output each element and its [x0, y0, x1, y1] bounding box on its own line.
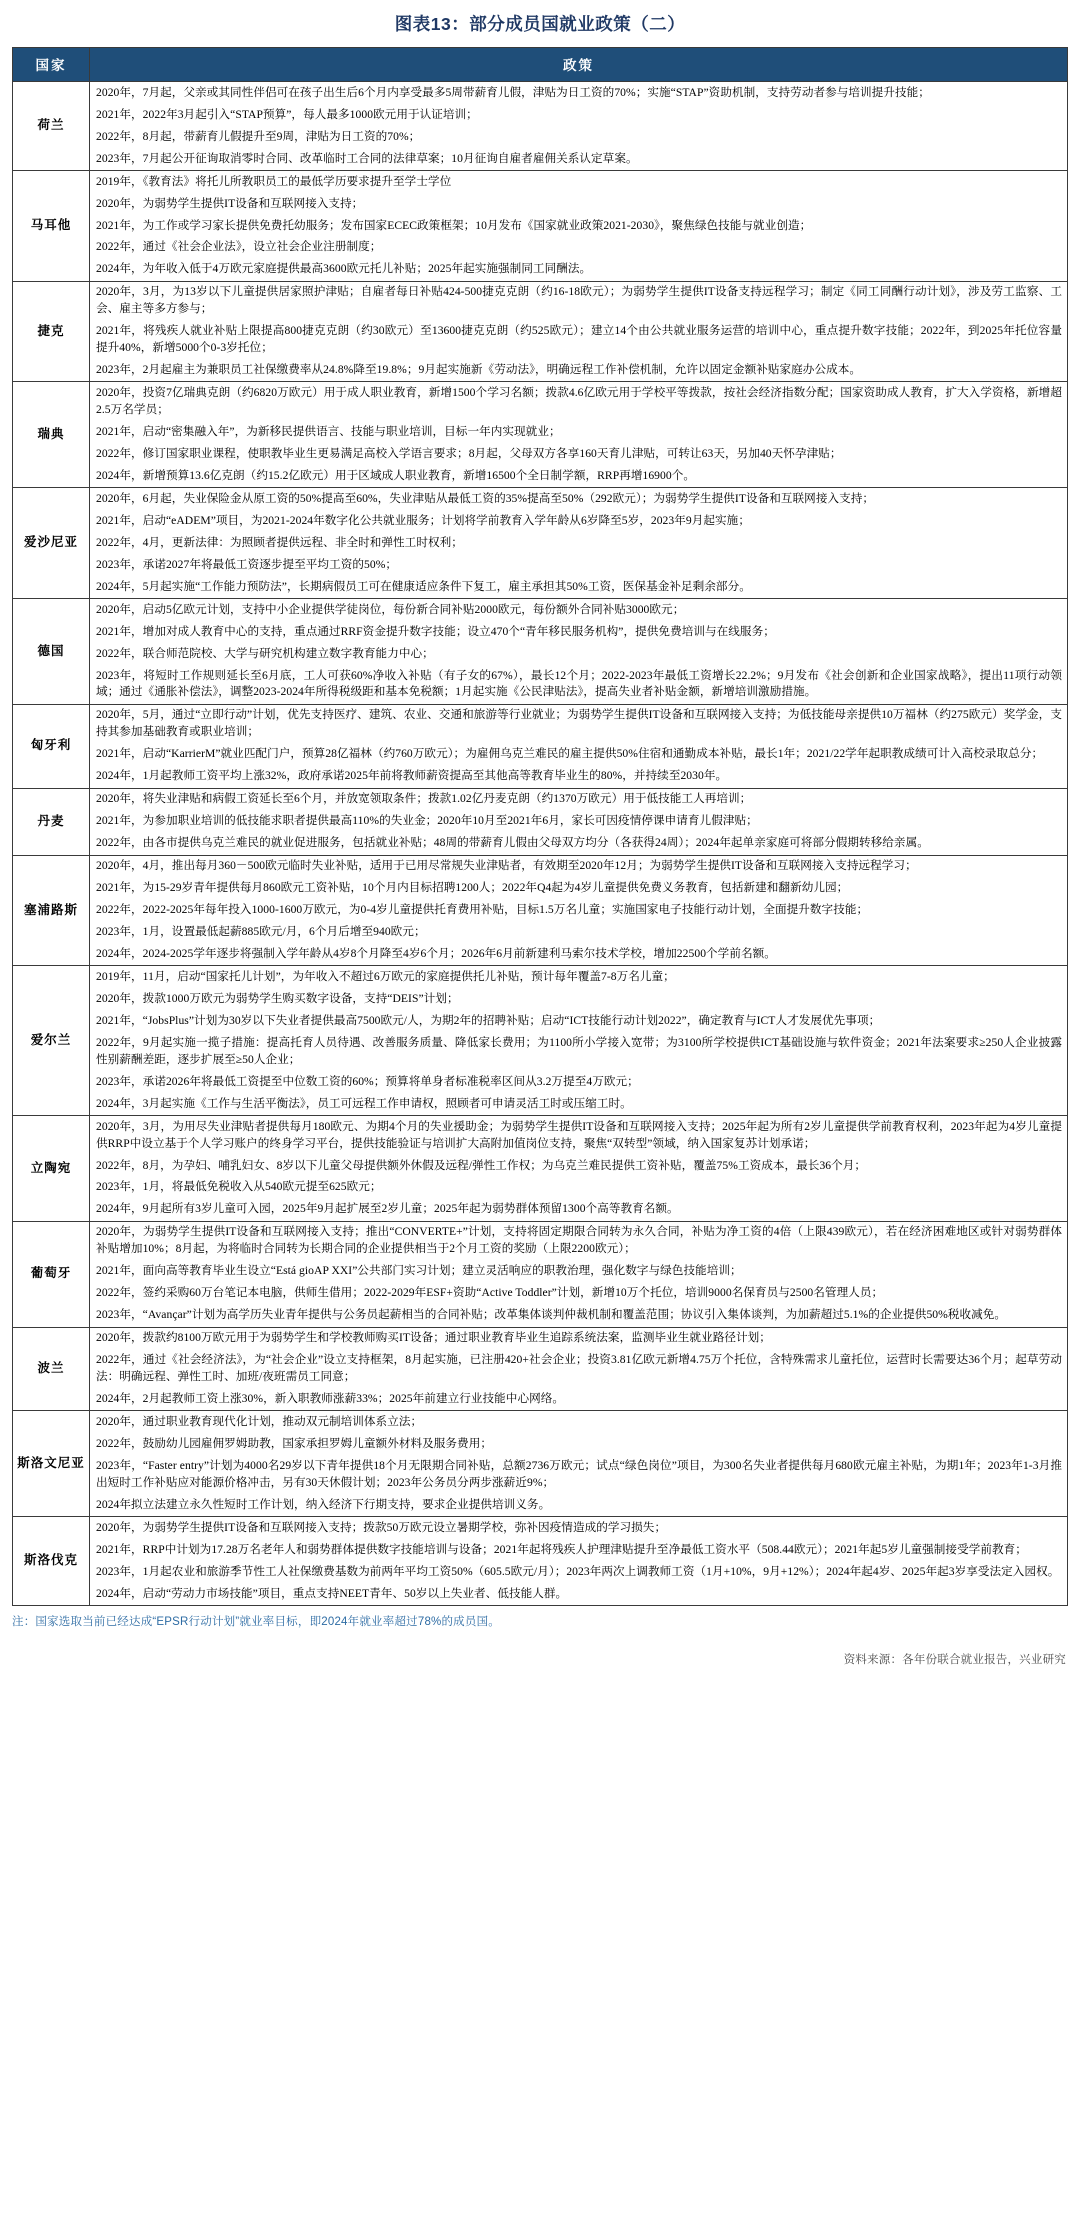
policy-item: 2020年，拨款1000万欧元为弱势学生购买数字设备，支持“DEIS”计划； — [96, 992, 459, 1005]
policy-item: 2021年，面向高等教育毕业生设立“Está gioAP XXI”公共部门实习计划；建立灵活响应的职教治理，强化数字与绿色技能培训； — [96, 1264, 742, 1278]
table-note: 注：国家选取当前已经达成“EPSR行动计划”就业率目标，即2024年就业率超过78%的成员国。 — [12, 1616, 500, 1629]
policy-cell — [90, 281, 1068, 382]
policy-item: 2020年，7月起，父亲或其同性伴侣可在孩子出生后6个月内享受最多5周带薪育儿假，津贴为日工资的70%；实施“STAP”资助机制，支持劳动者参与培训提升技能； — [96, 85, 930, 99]
country-cell: 马耳他 — [13, 170, 90, 281]
policy-item: 2024年，2024-2025学年逐步将强制入学年龄从4岁8个月降至4岁6个月；2026年6月前新建利马索尔技术学校，增加22500个学前名额。 — [96, 947, 776, 961]
policy-item: 2022年，2022-2025年每年投入1000-1600万欧元，为0-4岁儿童提供托育费用补贴，目标1.5万名儿童；实施国家电子技能行动计划，全面提升数字技能； — [96, 903, 869, 917]
policy-item: 2024年，5月起实施“工作能力预防法”，长期病假员工可在健康适应条件下复工，雇主承担其50%工资，医保基金补足剩余部分。 — [96, 579, 751, 593]
country-cell: 斯洛伐克 — [13, 1517, 90, 1606]
policy-item: 2024年，9月起所有3岁儿童可入园，2025年9月起扩展至2岁儿童；2025年起为弱势群体预留1300个高等教育名额。 — [96, 1202, 679, 1216]
policy-item: 2022年，通过《社会企业法》，设立社会企业注册制度； — [96, 240, 382, 254]
policy-item: 2023年，承诺2027年将最低工资逐步提至平均工资的50%； — [96, 557, 398, 571]
policy-list — [90, 1517, 1067, 1605]
policy-item: 2022年，8月起，带薪育儿假提升至9周，津贴为日工资的70%； — [96, 129, 421, 143]
policy-item: 2023年，承诺2026年将最低工资提至中位数工资的60%；预算将单身者标准税率区间从3.2万提至4万欧元； — [96, 1074, 639, 1088]
policy-item: 2020年，为弱势学生提供IT设备和互联网接入支持；拨款50万欧元设立暑期学校，弥补因疫情造成的学习损失； — [96, 1520, 667, 1534]
policy-item: 2022年，联合师范院校、大学与研究机构建立数字教育能力中心； — [96, 646, 434, 660]
policy-item: 2021年，2022年3月起引入“STAP预算”，每人最多1000欧元用于认证培训； — [96, 107, 478, 121]
policy-cell — [90, 82, 1068, 171]
policy-item: 2020年，3月，为13岁以下儿童提供居家照护津贴；自雇者每日补贴424-500捷克克朗（约16-18欧元）；为弱势学生提供IT设备支持远程学习；制定《同工同酬行动计划》，涉及劳工监察、工会、雇主等多方参与； — [96, 285, 1062, 316]
table-header-row — [13, 48, 1068, 82]
policy-item: 2023年，1月，设置最低起薪885欧元/月，6个月后增至940欧元； — [96, 925, 426, 939]
policy-item: 2020年，将失业津贴和病假工资延长至6个月，并放宽领取条件；拨款1.02亿丹麦克朗（约1370万欧元）用于低技能工人再培训； — [96, 792, 752, 806]
policy-list — [90, 856, 1067, 966]
policy-item: 2023年，将短时工作规则延长至6月底，工人可获60%净收入补贴（有子女的67%），最长12个月；2022-2023年最低工资增长22.2%；9月发布《社会创新和企业国家战略》，提出11项行动领域；通过《通胀补偿法》，调整2023-2024年所得税级距和基本免税额；1月起实施《公民津贴法》，提高失业者补贴金额，新增培训激励措施。 — [96, 668, 1062, 699]
policy-item: 2024年，1月起教师工资平均上涨32%，政府承诺2025年前将教师薪资提高至其他高等教育毕业生的80%，并持续至2030年。 — [96, 769, 728, 783]
country-cell: 斯洛文尼亚 — [13, 1411, 90, 1517]
policy-cell — [90, 1411, 1068, 1517]
country-cell: 匈牙利 — [13, 704, 90, 788]
policy-item: 2022年，签约采购60万台笔记本电脑，供师生借用；2022-2029年ESF+资助“Active Toddler”计划，新增10万个托位，培训9000名保育员与2500名管理人员； — [96, 1286, 884, 1300]
policy-cell — [90, 855, 1068, 966]
table-row — [13, 382, 1068, 488]
policy-item: 2020年，拨款约8100万欧元用于为弱势学生和学校教师购买IT设备；通过职业教育毕业生追踪系统法案，监测毕业生就业路径计划； — [96, 1331, 771, 1345]
policy-item: 2022年，9月起实施一揽子措施：提高托育人员待遇、改善服务质量、降低家长费用；为1100所小学接入宽带；为3100所学校提供ICT基础设施与软件资金；2021年法案要求≥250人企业披露性别薪酬差距，逐步扩展至≥50人企业； — [96, 1035, 1062, 1066]
policy-item: 2024年，3月起实施《工作与生活平衡法》，员工可远程工作申请权，照顾者可申请灵活工时或压缩工时。 — [96, 1096, 632, 1110]
country-cell: 立陶宛 — [13, 1116, 90, 1222]
policy-item: 2020年，为弱势学生提供IT设备和互联网接入支持；推出“CONVERTE+”计划，支持将固定期限合同转为永久合同，补贴为净工资的4倍（上限439欧元），若在经济困难地区或针对弱势群体补贴增加10%；8月起，为将临时合同转为长期合同的企业提供相当于2个月工资的奖励（上限2200欧元）； — [96, 1225, 1062, 1256]
employment-policy-table — [12, 47, 1068, 1606]
policy-cell — [90, 1517, 1068, 1606]
policy-item: 2022年，由各市提供乌克兰难民的就业促进服务，包括就业补贴；48周的带薪育儿假由父母双方均分（各获得24周）；2024年起单亲家庭可将部分假期转移给亲属。 — [96, 836, 929, 850]
policy-list — [90, 382, 1067, 487]
table-row — [13, 966, 1068, 1116]
policy-item: 2023年，2月起雇主为兼职员工社保缴费率从24.8%降至19.8%；9月起实施新《劳动法》，明确远程工作补偿机制，允许以固定金额补贴家庭办公成本。 — [96, 363, 862, 377]
table-row — [13, 855, 1068, 966]
table-row — [13, 488, 1068, 599]
policy-item: 2023年，7月起公开征询取消零时合同、改革临时工合同的法律草案；10月征询自雇者雇佣关系认定草案。 — [96, 151, 638, 165]
country-cell: 荷兰 — [13, 82, 90, 171]
table-row — [13, 1411, 1068, 1517]
policy-cell — [90, 170, 1068, 281]
policy-item: 2024年，新增预算13.6亿克朗（约15.2亿欧元）用于区域成人职业教育，新增16500个全日制学额，RRP再增16900个。 — [96, 468, 696, 482]
policy-item: 2020年，3月，为用尽失业津贴者提供每月180欧元、为期4个月的失业援助金；为弱势学生提供IT设备和互联网接入支持；2025年起为所有2岁儿童提供学前教育权利，2023年起为4岁儿童提供RRP中设立基于个人学习账户的终身学习平台，提供技能验证与培训扩大高附加值岗位支持，聚焦“双转型”领域，纳入国家复苏计划承诺； — [96, 1119, 1062, 1150]
policy-list — [90, 1411, 1067, 1516]
policy-list — [90, 1328, 1067, 1411]
policy-cell — [90, 382, 1068, 488]
country-cell: 波兰 — [13, 1327, 90, 1411]
policy-list — [90, 82, 1067, 170]
policy-cell — [90, 1327, 1068, 1411]
policy-item: 2021年，RRP中计划为17.28万名老年人和弱势群体提供数字技能培训与设备；2021年起将残疾人护理津贴提升至净最低工资水平（508.44欧元）；2021年起5岁儿童强制接受学前教育； — [96, 1542, 1027, 1556]
policy-list — [90, 1222, 1067, 1327]
policy-item: 2021年，启动“eADEM”项目，为2021-2024年数字化公共就业服务；计划将学前教育入学年龄从6岁降至5岁，2023年9月起实施； — [96, 513, 750, 527]
policy-item: 2021年，为参加职业培训的低技能求职者提供最高110%的失业金；2020年10月至2021年6月，家长可因疫情停课申请育儿假津贴； — [96, 814, 758, 828]
policy-item: 2020年，6月起，失业保险金从原工资的50%提高至60%，失业津贴从最低工资的35%提高至50%（292欧元）；为弱势学生提供IT设备和互联网接入支持； — [96, 491, 875, 505]
source-line: 资料来源：各年份联合就业报告，兴业研究 — [843, 1654, 1066, 1667]
policy-list — [90, 789, 1067, 855]
policy-item: 2019年，11月，启动“国家托儿计划”，为年收入不超过6万欧元的家庭提供托儿补贴，预计每年覆盖7-8万名儿童； — [96, 970, 675, 984]
table-row — [13, 1517, 1068, 1606]
policy-item: 2022年，通过《社会经济法》，为“社会企业”设立支持框架，8月起实施，已注册420+社会企业；投资3.81亿欧元新增4.75万个托位，含特殊需求儿童托位，运营时长需要达36个月；起草劳动法：明确远程、弹性工时、加班/夜班需员工同意； — [96, 1353, 1062, 1383]
policy-item: 2021年，为15-29岁青年提供每月860欧元工资补贴，10个月内目标招聘1200人；2022年Q4起为4岁儿童提供免费义务教育，包括新建和翻新幼儿园； — [96, 881, 849, 895]
policy-item: 2024年拟立法建立永久性短时工作计划，纳入经济下行期支持，要求企业提供培训义务。 — [96, 1497, 551, 1511]
country-cell: 丹麦 — [13, 788, 90, 855]
policy-item: 2020年，通过职业教育现代化计划，推动双元制培训体系立法； — [96, 1414, 423, 1428]
table-header — [13, 48, 1068, 82]
table-row — [13, 1327, 1068, 1411]
policy-item: 2024年，启动“劳动力市场技能”项目，重点支持NEET青年、50岁以上失业者、低技能人群。 — [96, 1586, 568, 1600]
country-cell: 瑞典 — [13, 382, 90, 488]
policy-item: 2020年，4月，推出每月360－500欧元临时失业补贴，适用于已用尽常规失业津贴者，有效期至2020年12月；为弱势学生提供IT设备和互联网接入支持远程学习； — [96, 859, 917, 873]
policy-item: 2022年，鼓励幼儿园雇佣罗姆助教，国家承担罗姆儿童额外材料及服务费用； — [96, 1436, 492, 1450]
country-cell: 德国 — [13, 599, 90, 705]
policy-item: 2022年，修订国家职业课程，使职教毕业生更易满足高校入学语言要求；8月起，父母双方各享160天育儿津贴，可转让63天，另加40天怀孕津贴； — [96, 446, 842, 460]
policy-item: 2023年，1月，将最低免税收入从540欧元提至625欧元； — [96, 1180, 382, 1194]
column-header-country: 国家 — [13, 48, 90, 82]
policy-item: 2023年，“Avançar”计划为高学历失业青年提供与公务员起薪相当的合同补贴；改革集体谈判仲裁机制和覆盖范围；协议引入集体谈判，为加薪超过5.1%的企业提供50%税收减免。 — [96, 1308, 1007, 1322]
policy-item: 2023年，“Faster entry”计划为4000名29岁以下青年提供18个月无限期合同补贴，总额2736万欧元；试点“绿色岗位”项目，为300名失业者提供每月680欧元雇主补贴，为期1年；2023年1-3月推出短时工作补贴应对能源价格冲击，另有30天休假计划；2023年公务员分两步涨薪近9%； — [96, 1458, 1062, 1489]
policy-cell — [90, 488, 1068, 599]
policy-item: 2019年，《教育法》将托儿所教职员工的最低学历要求提升至学士学位 — [96, 174, 452, 188]
policy-item: 2023年，1月起农业和旅游季节性工人社保缴费基数为前两年平均工资50%（605.5欧元/月）；2023年两次上调教师工资（1月+10%，9月+12%）；2024年起4岁、2025年起3岁享受法定入园权。 — [96, 1564, 1060, 1578]
policy-list — [90, 488, 1067, 598]
policy-cell — [90, 599, 1068, 705]
table-row — [13, 170, 1068, 281]
country-cell: 爱沙尼亚 — [13, 488, 90, 599]
country-cell: 塞浦路斯 — [13, 855, 90, 966]
policy-item: 2020年，5月，通过“立即行动”计划，优先支持医疗、建筑、农业、交通和旅游等行业就业；为弱势学生提供IT设备和互联网接入支持；为低技能母亲提供10万福林（约275欧元）奖学金，支持其参加基础教育或职业培训； — [96, 708, 1062, 739]
column-header-policy: 政策 — [90, 48, 1068, 82]
policy-item: 2020年，启动5亿欧元计划，支持中小企业提供学徒岗位，每份新合同补贴2000欧元，每份额外合同补贴3000欧元； — [96, 602, 685, 616]
figure-title: 图表13：部分成员国就业政策（二） — [394, 14, 686, 34]
table-row — [13, 82, 1068, 171]
policy-list — [90, 966, 1067, 1115]
table-body — [13, 82, 1068, 1606]
policy-list — [90, 1116, 1067, 1221]
policy-list — [90, 599, 1067, 704]
policy-cell — [90, 966, 1068, 1116]
policy-cell — [90, 1116, 1068, 1222]
country-cell: 捷克 — [13, 281, 90, 382]
policy-list — [90, 171, 1067, 281]
table-row — [13, 1221, 1068, 1327]
policy-item: 2021年，启动“KarrierM”就业匹配门户，预算28亿福林（约760万欧元）；为雇佣乌克兰难民的雇主提供50%住宿和通勤成本补贴，最长1年；2021/22学年起职教成绩可计入高校录取总分； — [96, 747, 1044, 761]
table-row — [13, 704, 1068, 788]
policy-cell — [90, 704, 1068, 788]
policy-list — [90, 282, 1067, 382]
policy-item: 2021年，“JobsPlus”计划为30岁以下失业者提供最高7500欧元/人，为期2年的招聘补贴；启动“ICT技能行动计划2022”，确定教育与ICT人才发展优先事项； — [96, 1013, 881, 1027]
policy-item: 2024年，为年收入低于4万欧元家庭提供最高3600欧元托儿补贴；2025年起实施强制同工同酬法。 — [96, 262, 592, 276]
policy-item: 2022年，4月，更新法律：为照顾者提供远程、非全时和弹性工时权利； — [96, 535, 463, 549]
policy-item: 2021年，增加对成人教育中心的支持，重点通过RRF资金提升数字技能；设立470个“青年移民服务机构”，提供免费培训与在线服务； — [96, 624, 775, 638]
table-row — [13, 788, 1068, 855]
table-row — [13, 1116, 1068, 1222]
country-cell: 葡萄牙 — [13, 1221, 90, 1327]
policy-item: 2021年，启动“密集融入年”，为新移民提供语言、技能与职业培训，目标一年内实现就业； — [96, 424, 561, 438]
policy-item: 2020年，投资7亿瑞典克朗（约6820万欧元）用于成人职业教育，新增1500个学习名额；拨款4.6亿欧元用于学校平等拨款，按社会经济指数分配；国家资助成人教育，扩大入学资格，新增超2.5万名学员； — [96, 386, 1062, 416]
table-row — [13, 281, 1068, 382]
policy-cell — [90, 788, 1068, 855]
country-cell: 爱尔兰 — [13, 966, 90, 1116]
policy-cell — [90, 1221, 1068, 1327]
policy-item: 2024年，2月起教师工资上涨30%，新入职教师涨薪33%；2025年前建立行业技能中心网络。 — [96, 1391, 565, 1405]
policy-item: 2020年，为弱势学生提供IT设备和互联网接入支持； — [96, 196, 364, 210]
policy-item: 2021年，为工作或学习家长提供免费托幼服务；发布国家ECEC政策框架；10月发布《国家就业政策2021-2030》，聚焦绿色技能与就业创造； — [96, 218, 812, 232]
table-row — [13, 599, 1068, 705]
policy-item: 2022年，8月，为孕妇、哺乳妇女、8岁以下儿童父母提供额外休假及远程/弹性工作权；为乌克兰难民提供工资补贴，覆盖75%工资成本，最长36个月； — [96, 1158, 867, 1172]
policy-item: 2021年，将残疾人就业补贴上限提高800捷克克朗（约30欧元）至13600捷克克朗（约525欧元）；建立14个由公共就业服务运营的培训中心，重点提升数字技能；2022年，到2025年托位容量提升40%，新增5000个0-3岁托位； — [96, 324, 1062, 355]
policy-list — [90, 705, 1067, 788]
